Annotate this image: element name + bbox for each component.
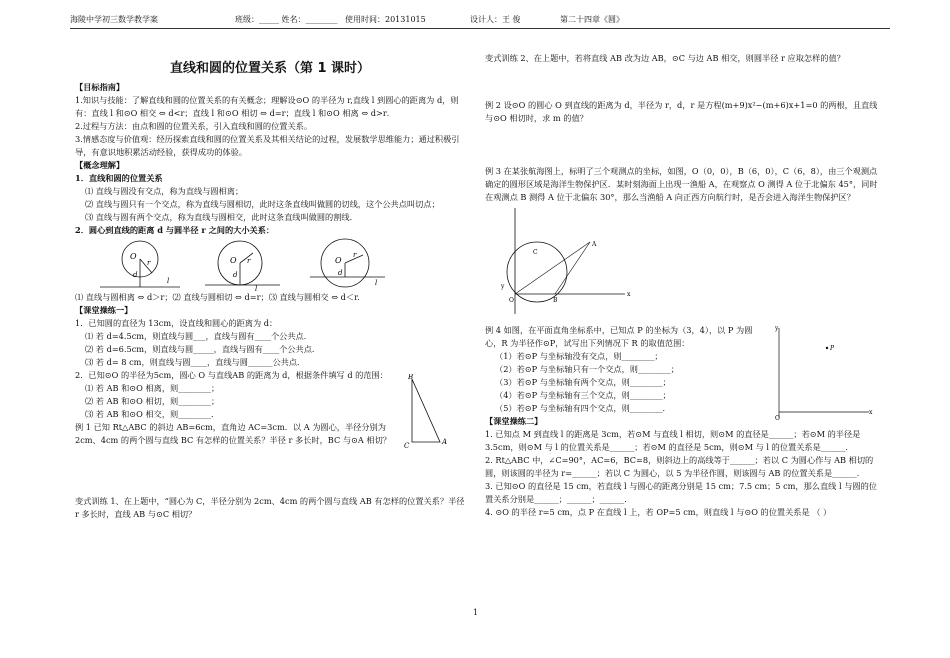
example-4a: （1）若⊙P 与坐标轴没有交点，则________； [495,351,663,361]
example-4c: （3）若⊙P 与坐标轴有两个交点，则________； [495,377,671,387]
practice2-q3: 3. 已知⊙O 的直径是 15 cm，若直线 l 与圆心的距离分别是 15 cm；7.5 cm；5 cm，那么直线 l 与圆的位置关系分别是______；______；______． [485,481,877,504]
label-r: r [147,259,151,267]
example-4b: （2）若⊙P 与坐标轴只有一个交点，则________； [495,364,679,374]
label-l: l [255,285,258,291]
example-2: 例 2 设⊙O 的圆心 O 到直线的距离为 d，半径为 r，d，r 是方程(m+9)x²−(m+6)x+1=0 的两根，且直线与⊙O 相切时，求 m 的值？ [485,100,878,123]
practice2-q2: 2. Rt△ABC 中，∠C=90°，AC=6，BC=8，则斜边上的高线等于______；若以 C 为圆心作与 AB 相切的圆，则该圆的半径为 r=______；若以 C 为圆心，以 5 为半径作圆，则该圆与 AB 的位置关系是______． [485,455,874,478]
label-y: y [775,325,779,332]
label-d: d [338,269,343,277]
circle-figures [75,237,465,291]
practice-q2c: ⑶ 若 AB 和⊙O 相交，则________． [85,409,220,419]
concept-1a: ⑴ 直线与圆没有交点，称为直线与圆相离； [85,186,244,196]
designer: 设计人：王 俊 [470,15,521,24]
variant-1: 变式训练 1、在上题中，“圆心为 C，半径分别为 2cm、4cm 的两个圆与直线 AB 有怎样的位置关系？半径 r 多长时，直线 AB 与⊙C 相切？ [75,496,465,519]
goal-3: 3.情感态度与价值观：经历探索直线和圆的位置关系及其相关结论的过程，发展数学思维能力；通过积极引导，有意识地积累活动经验，获得成功的体验。 [75,134,460,157]
label-o: O [130,252,137,261]
label-d: d [133,271,138,279]
example-1: 例 1 已知 Rt△ABC 的斜边 AB=6cm，直角边 AC=3cm．以 A 为圆心，半径分别为 2cm、4cm 的两个圆与直线 BC 有怎样的位置关系？半径 r 多长时，BC 与⊙A 相切？ [75,422,391,445]
label-l: l [375,279,378,287]
label-d: d [233,271,238,279]
page-title: 直线和圆的位置关系（第 1 课时） [169,61,371,76]
concept-heading: 【概念理解】 [75,160,125,170]
example-3-figure [485,204,880,324]
goal-heading: 【目标指南】 [75,82,125,92]
coordinate-figure [767,322,877,422]
practice-q1: 1．已知圆的直径为 13cm，设直线和圆心的距离为 d： [75,318,278,328]
example-3: 例 3 在某张航海图上，标明了三个观测点的坐标，如图，O（0，0），B（6，0），C（6，8），由三个观测点确定的圆形区域是海洋生物保护区．某时刻海面上出现一渔船 A，在观察点 O 测得 A 位于北偏东 45°，同时在观测点 B 测得 A 位于北偏东 30°，那么当渔船 A 向正西方向航行时，是否会进入海洋生物保护区？ [485,166,878,202]
practice-2-heading: 【课堂操练二】 [485,416,543,426]
example-4d: （4）若⊙P 与坐标轴有三个交点，则________； [495,390,671,400]
label-o: O [775,415,780,422]
page-number: 1 [473,608,479,617]
right-column [485,52,880,519]
practice-q2: 2．已知⊙O 的半径为5cm，圆心 O 与直线AB 的距离为 d，根据条件填写 d 的范围： [75,370,388,380]
concept-1: 1．直线和圆的位置关系 [75,173,163,183]
left-column [75,58,465,521]
school-name: 海陵中学初三数学教学案 [70,15,158,24]
practice-q1a: ⑴ 若 d=4.5cm，则直线与圆___，直线与圆有____个公共点． [85,331,312,341]
concept-1c: ⑶ 直线与圆有两个交点，称为直线与圆相交，此时这条直线叫做圆的割线． [85,212,358,222]
label-l: l [167,277,170,285]
label-b: B [553,297,558,304]
page-header [70,14,890,29]
practice-1-heading: 【课堂操练一】 [75,305,133,315]
label-a: A [442,438,448,446]
label-x: x [627,291,631,298]
label-c: C [533,249,538,256]
practice-q2a: ⑴ 若 AB 和⊙O 相离，则________； [85,383,220,393]
label-r: r [353,251,357,259]
practice-q1b: ⑵ 若 d=6.5cm，则直线与圆_____，直线与圆有____个公共点． [85,344,321,354]
goal-2: 2.过程与方法：由点和圆的位置关系，引入直线和圆的位置关系。 [75,121,313,131]
practice2-q1: 1. 已知点 M 到直线 l 的距离是 3cm，若⊙M 与直线 l 相切，则⊙M 的直径是______；若⊙M 的半径是 3.5cm，则⊙M 与 l 的位置关系是______；若⊙M 的直径是 5cm，则⊙M 与 l 的位置关系是______． [485,429,861,452]
concept-2: 2．圆心到直线的距离 d 与圆半径 r 之间的大小关系： [75,225,275,235]
variant-2: 变式训练 2、在上题中，若将直线 AB 改为边 AB，⊙C 与边 AB 相交，则圆半径 r 应取怎样的值？ [485,53,845,63]
label-p: P [830,345,835,352]
concept-1b: ⑵ 直线与圆只有一个交点，称为直线与圆相切，此时这条直线叫做圆的切线，这个公共点叫切点； [85,199,440,209]
chapter: 第二十四章《圆》 [560,15,624,24]
label-b: B [408,374,414,381]
practice-q2b: ⑵ 若 AB 和⊙O 相切，则________； [85,396,220,406]
intersect-figure [310,239,385,287]
separate-figure [100,241,180,287]
tangent-figure [205,241,280,291]
label-o: O [230,256,237,265]
label-o: O [335,256,342,265]
practice-q1c: ⑶ 若 d= 8 cm，则直线与圆____，直线与圆______公共点． [85,357,306,367]
label-y: y [501,283,505,290]
example-4e: （5）若⊙P 与坐标轴有四个交点，则________． [495,403,671,413]
practice2-q4: 4. ⊙O 的半径 r=5 cm，点 P 在直线 l 上，若 OP=5 cm，则直线 l 与⊙O 的位置关系是 （ ） [485,507,832,517]
label-c: C [404,442,410,449]
class-name-field: 班级：_____ 姓名：________ [235,15,338,24]
label-x: x [869,409,873,416]
label-o: O [509,297,514,304]
goal-1: 1.知识与技能：了解直线和圆的位置关系的有关概念；理解设⊙O 的半径为 r,直线 l 到圆心的距离为 d，则有：直线 l 和⊙O 相交 ⇔ d<r；直线 l 和⊙O 相切 ⇔ d=r；直线 l 和⊙O 相离 ⇔ d>r． [75,95,459,118]
example-4: 例 4 如图，在平面直角坐标系中，已知点 P 的坐标为（3，4），以 P 为圆心，R 为半径作⊙P，试写出下列情况下 R 的取值范围： [485,325,753,348]
label-r: r [247,257,251,265]
use-date: 使用时间：20131015 [345,15,426,24]
label-a: A [592,241,597,248]
figure-caption: ⑴ 直线与圆相离 ⇔ d＞r；⑵ 直线与圆相切 ⇔ d=r；⑶ 直线与圆相交 ⇔ d＜r. [75,292,360,302]
triangle-figure [400,374,460,449]
